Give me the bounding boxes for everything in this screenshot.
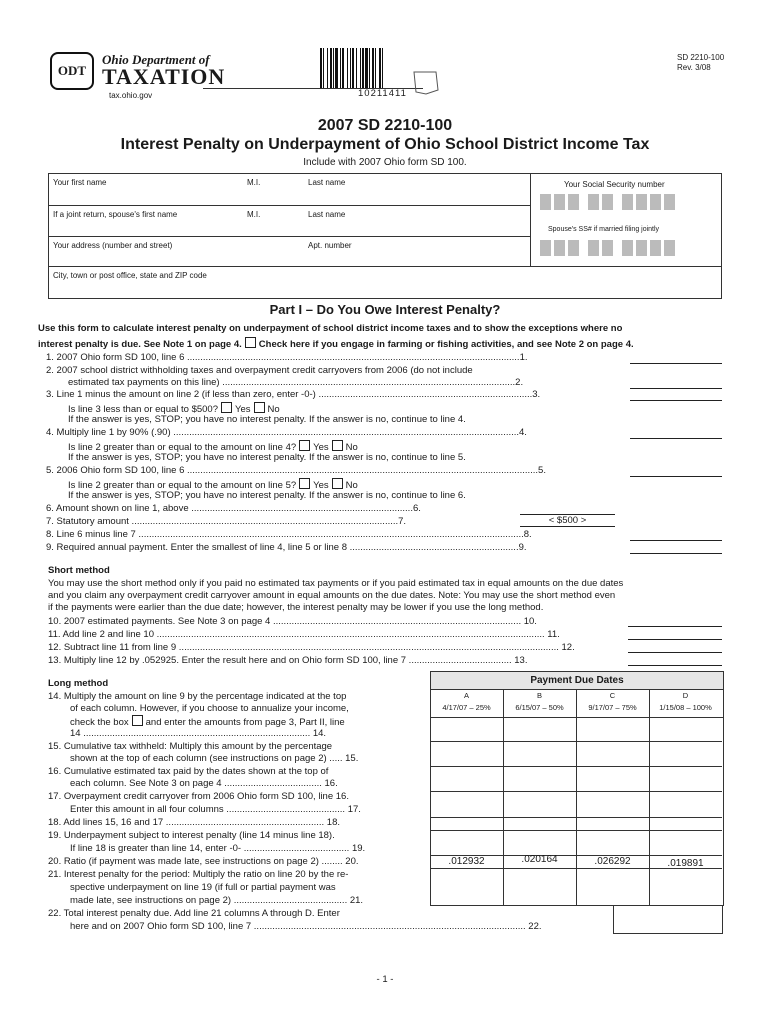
spouse-ssn-label: Spouse's SS# if married filing jointly xyxy=(548,226,660,233)
line11-input[interactable] xyxy=(628,639,722,640)
line-8: 8. Line 6 minus line 7 ..................................................................................................................................................8. xyxy=(46,529,532,540)
spouse-first-field[interactable]: If a joint return, spouse's first name xyxy=(53,210,178,219)
part1-intro-2 xyxy=(38,337,728,350)
line-11: 11. Add line 2 and line 10 ................................................................................................................................................... 11. xyxy=(48,629,560,640)
line-14e: 14 ...................................................................................... 14. xyxy=(70,728,327,739)
row-divider xyxy=(430,830,722,831)
rate-c: .026292 xyxy=(594,856,631,867)
short-method-heading: Short method xyxy=(48,565,110,576)
line-15b: shown at the top of each column (see instructions on page 2) ..... 15. xyxy=(70,753,359,764)
ssn-field[interactable] xyxy=(540,194,678,215)
line-19b: If line 18 is greater than line 14, enter -0- ........................................ 19. xyxy=(70,843,366,854)
col-d-date: 1/15/08 – 100% xyxy=(659,703,712,712)
divider xyxy=(48,266,721,267)
col-d-letter: D xyxy=(682,691,689,700)
col-divider xyxy=(649,689,650,905)
form-title: Interest Penalty on Underpayment of Ohio School District Income Tax xyxy=(120,136,650,153)
part1-intro-1: Use this form to calculate interest penalty on underpayment of school district income taxes and to show the exceptions where no xyxy=(38,323,623,334)
line-17b: Enter this amount in all four columns ............................................. 17. xyxy=(70,804,361,815)
apt-field[interactable]: Apt. number xyxy=(308,241,352,250)
ssn-label: Your Social Security number xyxy=(564,180,665,189)
line-4-question: Is line 2 greater than or equal to the amount on line 4? Yes No xyxy=(68,442,358,453)
line-21c: made late, see instructions on page 2) ........................................... 21. xyxy=(70,895,364,906)
annualize-checkbox[interactable] xyxy=(132,715,143,726)
first-name-field[interactable]: Your first name xyxy=(53,178,107,187)
line5-input[interactable] xyxy=(630,476,722,477)
line-3-stop: If the answer is yes, STOP; you have no interest penalty. If the answer is no, continue to line 4. xyxy=(68,414,466,425)
last-name-field[interactable]: Last name xyxy=(308,178,346,187)
line-14a: 14. Multiply the amount on line 9 by the percentage indicated at the top xyxy=(48,691,347,702)
line-3-question: Is line 3 less than or equal to $500? Yes No xyxy=(68,404,280,415)
line-16b: each column. See Note 3 on page 4 ..................................... 16. xyxy=(70,778,338,789)
line-1: 1. 2007 Ohio form SD 100, line 6 ..............................................................................................................................1. xyxy=(46,352,528,363)
barcode-number: 10211411 xyxy=(358,88,407,99)
form-rev: Rev. 3/08 xyxy=(677,63,711,72)
line5-yes-checkbox[interactable] xyxy=(299,478,310,489)
row-divider xyxy=(430,741,722,742)
line4-yes-checkbox[interactable] xyxy=(299,440,310,451)
line-14c: check the box and enter the amounts from page 3, Part II, line xyxy=(70,717,345,728)
line-3: 3. Line 1 minus the amount on line 2 (if less than zero, enter -0-) .................................................................................3. xyxy=(46,389,541,400)
dept-line: Ohio Department of xyxy=(102,52,210,67)
long-method-heading: Long method xyxy=(48,678,109,689)
line6-input[interactable] xyxy=(520,514,615,515)
odt-logo: ODT xyxy=(50,52,94,90)
line-22a: 22. Total interest penalty due. Add line 21 columns A through D. Enter xyxy=(48,908,340,919)
line22-input[interactable] xyxy=(613,905,723,934)
intro-note: interest penalty is due. See Note 1 on page 4. xyxy=(38,339,242,350)
line-15a: 15. Cumulative tax withheld: Multiply this amount by the percentage xyxy=(48,741,333,752)
line-4-stop: If the answer is yes, STOP; you have no interest penalty. If the answer is no, continue to line 5. xyxy=(68,452,466,463)
line-5-question: Is line 2 greater than or equal to the amount on line 5? Yes No xyxy=(68,480,358,491)
divider xyxy=(48,205,530,206)
line-16a: 16. Cumulative estimated tax paid by the dates shown at the top of xyxy=(48,766,329,777)
col-c-letter: C xyxy=(609,691,616,700)
line3-no-checkbox[interactable] xyxy=(254,402,265,413)
mi-field[interactable]: M.I. xyxy=(247,178,261,187)
col-a-letter: A xyxy=(463,691,469,700)
line-2b: estimated tax payments on this line) ...............................................................................................................2. xyxy=(68,377,524,388)
payment-due-dates-title: Payment Due Dates xyxy=(430,671,724,690)
line-9: 9. Required annual payment. Enter the smallest of line 4, line 5 or line 8 ................................................................9. xyxy=(46,542,527,553)
short-p2: and you claim any overpayment credit carryover amount in equal amounts on the due dates. Note: You may use the short method even xyxy=(48,590,616,601)
barcode xyxy=(320,48,440,88)
line2-input[interactable] xyxy=(630,388,722,389)
line8-input[interactable] xyxy=(630,540,722,541)
page-number: - 1 - xyxy=(376,974,394,985)
col-divider xyxy=(503,689,504,905)
short-p1: You may use the short method only if you paid no estimated tax payments or if you paid estimated tax in equal amounts on the due dates xyxy=(48,578,624,589)
line-5-stop: If the answer is yes, STOP; you have no interest penalty. If the answer is no, continue to line 6. xyxy=(68,490,466,501)
line-17a: 17. Overpayment credit carryover from 2006 Ohio form SD 100, line 16. xyxy=(48,791,349,802)
line-22b: here and on 2007 Ohio form SD 100, line 7 ....................................................................................................... 22. xyxy=(70,921,542,932)
row-divider xyxy=(430,791,722,792)
col-a-date: 4/17/07 – 25% xyxy=(442,703,491,712)
divider xyxy=(530,173,531,266)
website: tax.ohio.gov xyxy=(109,91,153,100)
col-divider xyxy=(576,689,577,905)
line-18: 18. Add lines 15, 16 and 17 ............................................................ 18. xyxy=(48,817,341,828)
line13-input[interactable] xyxy=(628,665,722,666)
statutory-amount: < $500 > xyxy=(520,515,615,527)
col-b-letter: B xyxy=(536,691,542,700)
rate-a: .012932 xyxy=(448,856,485,867)
line-2a: 2. 2007 school district withholding taxes and overpayment credit carryovers from 2006 (do not include xyxy=(46,365,473,376)
row-divider xyxy=(430,766,722,767)
col-b-date: 6/15/07 – 50% xyxy=(515,703,564,712)
form-id: SD 2210-100 xyxy=(677,53,725,62)
due-dates-grid xyxy=(430,717,724,906)
include-note: Include with 2007 Ohio form SD 100. xyxy=(303,157,467,168)
line-5: 5. 2006 Ohio form SD 100, line 6 .....................................................................................................................................5. xyxy=(46,465,546,476)
city-field[interactable]: City, town or post office, state and ZIP code xyxy=(53,271,207,280)
short-p3: if the payments were earlier than the due date; however, the interest penalty may be lower if you use the long method. xyxy=(48,602,544,613)
line-20: 20. Ratio (if payment was made late, see instructions on page 2) ........ 20. xyxy=(48,856,359,867)
line-4: 4. Multiply line 1 by 90% (.90) ...................................................................................................................................4. xyxy=(46,427,527,438)
line-13: 13. Multiply line 12 by .052925. Enter the result here and on Ohio form SD 100, line 7 ....................................... 13. xyxy=(48,655,528,666)
form-year-title: 2007 SD 2210-100 xyxy=(317,117,453,134)
farming-checkbox[interactable] xyxy=(245,337,256,348)
row-divider xyxy=(430,817,722,818)
line12-input[interactable] xyxy=(628,652,722,653)
address-field[interactable]: Your address (number and street) xyxy=(53,241,173,250)
rate-b: .020164 xyxy=(521,854,558,865)
line10-input[interactable] xyxy=(628,626,722,627)
line-21b: spective underpayment on line 19 (if full or partial payment was xyxy=(70,882,336,893)
line1-input[interactable] xyxy=(630,363,722,364)
divider xyxy=(48,236,530,237)
line-14b: of each column. However, if you choose to annualize your income, xyxy=(70,703,349,714)
spouse-ssn-field[interactable] xyxy=(540,240,678,261)
line9-input[interactable] xyxy=(630,553,722,554)
line3-yes-checkbox[interactable] xyxy=(221,402,232,413)
spouse-last-field[interactable]: Last name xyxy=(308,210,346,219)
part1-heading: Part I – Do You Owe Interest Penalty? xyxy=(269,302,501,317)
line-6: 6. Amount shown on line 1, above ....................................................................................6. xyxy=(46,503,421,514)
spouse-mi-field[interactable]: M.I. xyxy=(247,210,261,219)
line-12: 12. Subtract line 11 from line 9 ................................................................................................................................................ 12. xyxy=(48,642,575,653)
farming-label: Check here if you engage in farming or fishing activities, and see Note 2 on page 4. xyxy=(258,339,634,350)
line-7: 7. Statutory amount .....................................................................................................7. xyxy=(46,516,407,527)
line4-no-checkbox[interactable] xyxy=(332,440,343,451)
line-10: 10. 2007 estimated payments. See Note 3 on page 4 .............................................................................................. 10. xyxy=(48,616,537,627)
dept-name: TAXATION xyxy=(102,64,226,89)
col-c-date: 9/17/07 – 75% xyxy=(588,703,637,712)
line4-input[interactable] xyxy=(630,438,722,439)
line5-no-checkbox[interactable] xyxy=(332,478,343,489)
line3-input[interactable] xyxy=(630,400,722,401)
line-21a: 21. Interest penalty for the period: Multiply the ratio on line 20 by the re- xyxy=(48,869,349,880)
rate-d: .019891 xyxy=(667,858,704,869)
line-19a: 19. Underpayment subject to interest penalty (line 14 minus line 18). xyxy=(48,830,335,841)
